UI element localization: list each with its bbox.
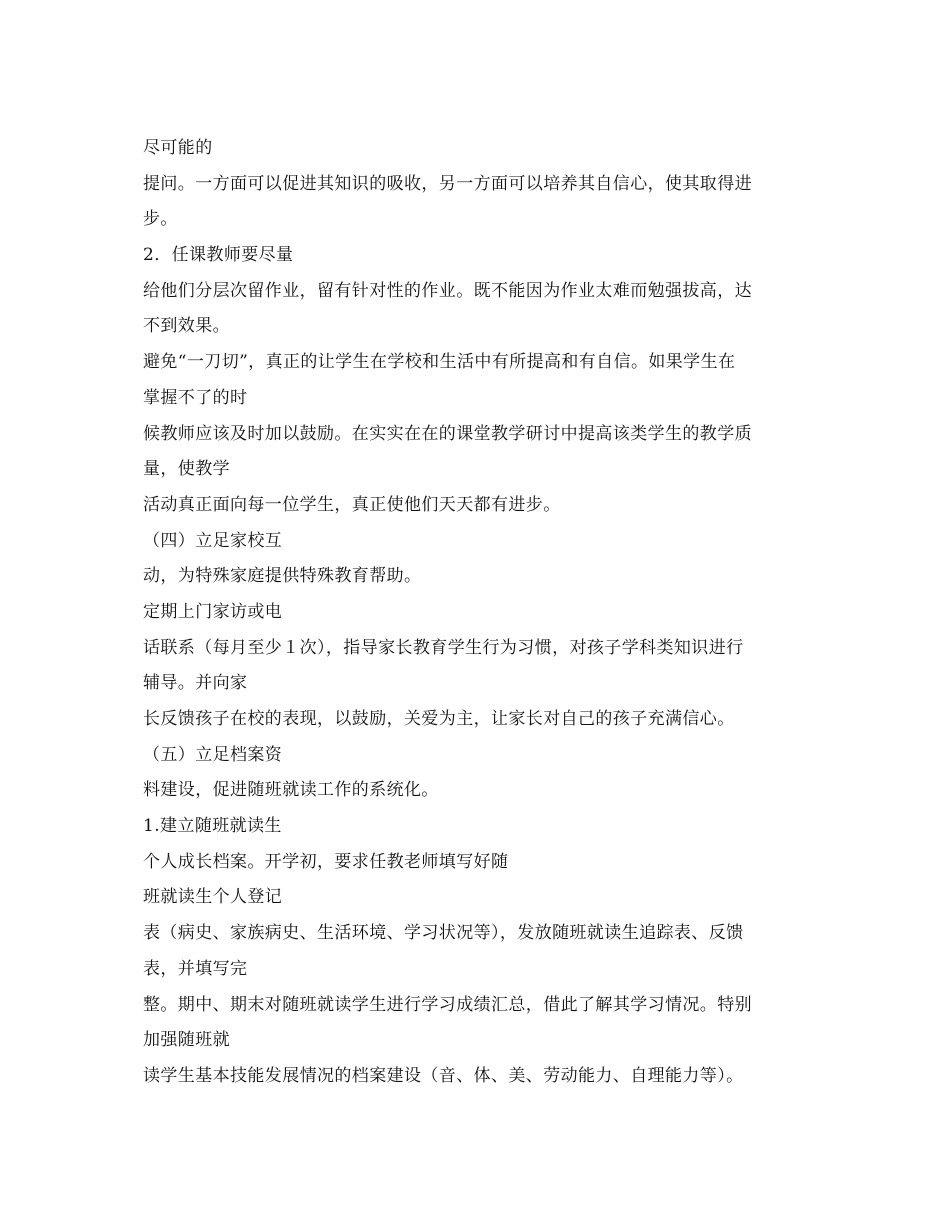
text-line: 候教师应该及时加以鼓励。在实实在在的课堂教学研讨中提高该类学生的教学质: [143, 423, 752, 444]
text-line: 读学生基本技能发展情况的档案建设（音、体、美、劳动能力、自理能力等）。: [143, 1065, 744, 1086]
text-line: 辅导。并向家: [143, 673, 248, 694]
text-line: 定期上门家访或电: [143, 601, 283, 622]
text-line: 个人成长档案。开学初，要求任教老师填写好随: [143, 851, 509, 872]
text-line: 活动真正面向每一位学生，真正使他们天天都有进步。: [143, 494, 561, 515]
section-heading: （四）立足家校互: [143, 530, 283, 551]
document-body: [143, 131, 808, 1095]
text-line: 班就读生个人登记: [143, 887, 283, 908]
text-line: 料建设，促进随班就读工作的系统化。: [143, 780, 439, 801]
text-line: 表，并填写完: [143, 958, 248, 979]
section-heading: （五）立足档案资: [143, 744, 283, 765]
text-line: 量，使教学: [143, 459, 230, 480]
text-line: 话联系（每月至少１次），指导家长教育学生行为习惯，对孩子学科类知识进行: [143, 637, 744, 658]
text-line: 避免“一刀切”，真正的让学生在学校和生活中有所提高和有自信。如果学生在: [143, 352, 736, 373]
text-line: 尽可能的: [143, 138, 213, 158]
text-line: 表（病史、家族病史、生活环境、学习状况等），发放随班就读生追踪表、反馈: [143, 923, 744, 944]
text-line: 掌握不了的时: [143, 387, 248, 408]
text-line: 加强随班就: [143, 1030, 230, 1051]
text-line: 2．任课教师要尽量: [143, 245, 294, 266]
text-line: 长反馈孩子在校的表现，以鼓励，关爱为主，让家长对自己的孩子充满信心。: [143, 709, 735, 729]
text-line: 动，为特殊家庭提供特殊教育帮助。: [143, 566, 422, 587]
text-line: 不到效果。: [143, 316, 230, 337]
text-line: 整。期中、期末对随班就读学生进行学习成绩汇总，借此了解其学习情况。特别: [143, 994, 752, 1015]
text-line: 给他们分层次留作业，留有针对性的作业。既不能因为作业太难而勉强拔高，达: [143, 280, 752, 301]
text-line: 步。: [143, 209, 178, 230]
text-line: 1.建立随班就读生: [143, 816, 282, 837]
text-line: 提问。一方面可以促进其知识的吸收，另一方面可以培养其自信心，使其取得进: [143, 173, 752, 194]
